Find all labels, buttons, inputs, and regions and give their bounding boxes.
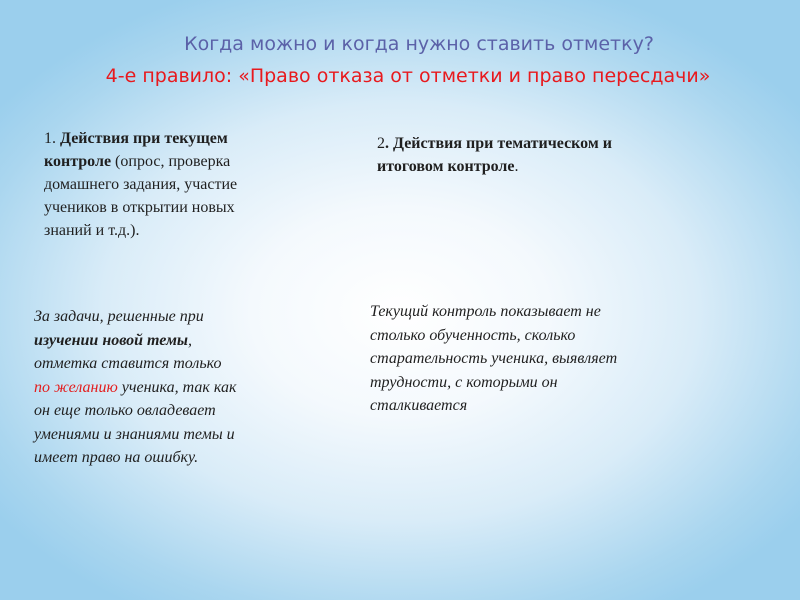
new-topic-note-line-1: За задачи, решенные при <box>34 308 204 325</box>
by-request-highlight: по желанию <box>34 378 118 396</box>
current-control-note-line-1: Текущий контроль показывает не <box>370 303 601 320</box>
rule-title: 4-е правило: «Право отказа от отметки и право пересдачи» <box>105 65 711 87</box>
current-control-note-line-4: трудности, с которыми он <box>370 373 558 391</box>
current-control-note-line-3: старательность ученика, выявляет <box>370 350 618 367</box>
new-topic-note-line-6: умениями и знаниями темы и <box>34 425 235 443</box>
new-topic-note-line-5: он еще только овладевает <box>34 402 216 419</box>
new-topic-note-line-3: отметка ставится только <box>34 355 222 372</box>
current-control-line-3: домашнего задания, участие <box>44 176 238 193</box>
final-control-line-2: итоговом контроле. <box>377 158 519 175</box>
final-control-line-1: 2. Действия при тематическом и <box>377 135 612 152</box>
new-topic-note <box>34 305 334 470</box>
current-control-note-line-2: столько обученность, сколько <box>370 326 576 344</box>
current-control-heading: Действия при текущем <box>60 130 228 147</box>
current-control-line-2: контроле (опрос, проверка <box>44 153 231 170</box>
current-control-note <box>370 300 730 418</box>
current-control-block <box>44 127 324 242</box>
new-topic-note-line-4: по желанию ученика, так как <box>34 378 237 396</box>
new-topic-note-line-2: изучении новой темы, <box>34 331 193 349</box>
final-control-heading: . Действия при тематическом и <box>385 135 612 152</box>
current-control-line-5: знаний и т.д.). <box>44 222 140 239</box>
slide-title: Когда можно и когда нужно ставить отметку? <box>184 33 654 55</box>
final-control-block <box>377 132 737 178</box>
new-topic-note-line-7: имеет право на ошибку. <box>34 449 199 466</box>
current-control-line-1: 1. Действия при текущем <box>44 130 228 147</box>
current-control-line-4: учеников в открытии новых <box>44 199 235 216</box>
current-control-note-line-5: сталкивается <box>370 397 468 414</box>
